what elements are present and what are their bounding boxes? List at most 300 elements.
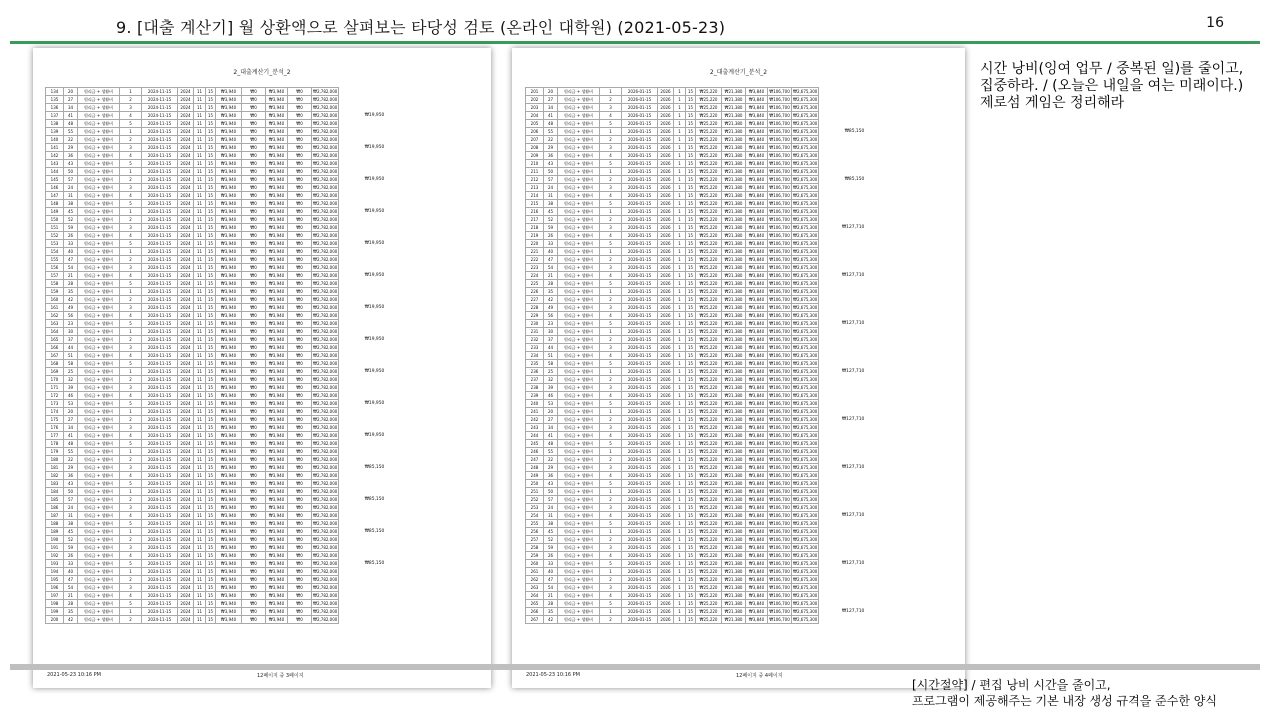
table-cell: 11 <box>194 352 206 360</box>
table-cell: 2 <box>120 416 142 424</box>
side-total <box>339 192 385 200</box>
table-cell: 46 <box>544 392 558 400</box>
table-cell: ₩2,782,000 <box>313 505 338 510</box>
table-row <box>46 360 429 368</box>
table-cell: 2026-01-15 <box>622 576 658 584</box>
table-cell: 2026 <box>658 520 674 528</box>
table-cell: 11 <box>194 248 206 256</box>
table-cell: 2026 <box>658 576 674 584</box>
table-cell: 15 <box>686 408 696 416</box>
table-row <box>46 384 429 392</box>
table-cell: ₩2,675,300 <box>793 201 818 206</box>
table-cell: 1 <box>674 312 686 320</box>
side-total: ₩127,710 <box>841 321 865 326</box>
table-cell: 2024-11-15 <box>142 152 178 160</box>
table-cell: ₩0 <box>288 344 312 352</box>
table-cell: 원리금 + 생활비 <box>558 504 600 512</box>
table-cell: 15 <box>686 112 696 120</box>
table-cell: 원리금 + 생활비 <box>558 264 600 272</box>
table-cell: 29 <box>544 464 558 472</box>
table-cell: 187 <box>46 512 64 520</box>
table-cell: ₩2,675,300 <box>793 137 818 142</box>
table-cell: 3 <box>120 104 142 112</box>
table-row <box>46 576 429 584</box>
table-cell: ₩3,940 <box>216 120 242 128</box>
table-cell: ₩0 <box>288 512 312 520</box>
table-cell: ₩2,782,000 <box>313 441 338 446</box>
side-total: ₩19,950 <box>364 145 385 150</box>
table-cell: 15 <box>206 136 216 144</box>
table-cell: 15 <box>206 296 216 304</box>
table-cell: 2026-01-15 <box>622 416 658 424</box>
table-cell: 5 <box>600 120 622 128</box>
table-cell: 241 <box>526 408 544 416</box>
side-total <box>339 576 385 584</box>
table-cell: 1 <box>674 216 686 224</box>
table-cell: ₩25,220 <box>696 488 722 496</box>
table-cell: 267 <box>526 616 544 624</box>
table-cell: 2026 <box>658 552 674 560</box>
table-cell: 239 <box>526 392 544 400</box>
table-cell: ₩25,220 <box>696 144 722 152</box>
table-cell: ₩2,675,300 <box>793 281 818 286</box>
table-cell: 1 <box>674 456 686 464</box>
table-cell: ₩106,700 <box>769 129 790 134</box>
table-cell: 2024-11-15 <box>142 272 178 280</box>
table-cell: 11 <box>194 440 206 448</box>
table-cell: 원리금 + 생활비 <box>558 256 600 264</box>
table-cell: 21 <box>544 272 558 280</box>
table-cell: ₩3,940 <box>266 504 288 512</box>
side-total: ₩19,950 <box>364 401 385 406</box>
table-cell: ₩2,782,000 <box>313 465 338 470</box>
table-cell: 142 <box>46 152 64 160</box>
table-cell: 2024-11-15 <box>142 448 178 456</box>
table-cell: ₩2,675,300 <box>793 537 818 542</box>
table-cell: ₩0 <box>242 256 266 264</box>
table-cell: ₩21,380 <box>722 360 746 368</box>
table-cell: ₩0 <box>288 480 312 488</box>
table-cell: 2024 <box>178 472 194 480</box>
table-cell: ₩0 <box>288 544 312 552</box>
table-cell: ₩106,700 <box>769 505 790 510</box>
table-cell: 1 <box>674 416 686 424</box>
table-cell: ₩21,380 <box>722 320 746 328</box>
table-cell: ₩3,940 <box>266 304 288 312</box>
side-total <box>339 136 385 144</box>
table-cell: 1 <box>674 592 686 600</box>
table-cell: 15 <box>686 424 696 432</box>
table-cell: ₩3,840 <box>746 320 768 328</box>
table-cell: ₩3,940 <box>216 480 242 488</box>
table-cell: ₩3,940 <box>266 280 288 288</box>
table-cell: ₩25,220 <box>696 464 722 472</box>
table-cell: 58 <box>544 360 558 368</box>
table-cell: ₩0 <box>242 128 266 136</box>
table-cell: 29 <box>544 144 558 152</box>
table-row <box>526 480 901 488</box>
table-cell: 1 <box>674 528 686 536</box>
table-cell: 원리금 + 생활비 <box>78 336 120 344</box>
table-cell: 2026-01-15 <box>622 472 658 480</box>
table-cell: ₩3,940 <box>216 504 242 512</box>
table-cell: ₩2,675,300 <box>793 241 818 246</box>
footer-page-count: 12페이지 중 4페이지 <box>736 673 783 679</box>
table-cell: 155 <box>46 256 64 264</box>
table-cell: ₩2,782,000 <box>313 177 338 182</box>
table-cell: ₩2,675,300 <box>793 105 818 110</box>
table-row <box>46 552 429 560</box>
table-cell: 15 <box>206 176 216 184</box>
table-cell: ₩2,675,300 <box>793 409 818 414</box>
table-cell: 51 <box>544 352 558 360</box>
table-cell: 2024-11-15 <box>142 160 178 168</box>
side-total <box>339 440 385 448</box>
table-cell: 2026-01-15 <box>622 600 658 608</box>
table-cell: 2026 <box>658 528 674 536</box>
table-cell: 2026-01-15 <box>622 528 658 536</box>
table-cell: 15 <box>686 608 696 616</box>
table-cell: 2026 <box>658 288 674 296</box>
table-cell: 2 <box>600 216 622 224</box>
table-cell: 211 <box>526 168 544 176</box>
table-cell: ₩3,840 <box>746 296 768 304</box>
table-cell: ₩2,675,300 <box>793 553 818 558</box>
table-cell: 2024 <box>178 584 194 592</box>
table-cell: ₩3,940 <box>216 208 242 216</box>
table-cell: 1 <box>674 320 686 328</box>
table-cell: 4 <box>600 312 622 320</box>
table-cell: 265 <box>526 600 544 608</box>
table-cell: 15 <box>206 360 216 368</box>
table-cell: ₩3,940 <box>266 320 288 328</box>
table-cell: ₩21,380 <box>722 504 746 512</box>
table-cell: 158 <box>46 280 64 288</box>
table-cell: 257 <box>526 536 544 544</box>
table-cell: 2026-01-15 <box>622 456 658 464</box>
table-cell: 2024 <box>178 184 194 192</box>
table-cell: 5 <box>600 520 622 528</box>
table-cell: ₩2,782,000 <box>313 521 338 526</box>
table-cell: 2026 <box>658 88 674 96</box>
table-cell: ₩3,840 <box>746 448 768 456</box>
table-cell: 2026-01-15 <box>622 272 658 280</box>
table-cell: ₩3,940 <box>216 608 242 616</box>
table-cell: 52 <box>544 536 558 544</box>
table-cell: ₩3,940 <box>266 256 288 264</box>
table-cell: ₩3,840 <box>746 400 768 408</box>
table-cell: 2024-11-15 <box>142 88 178 96</box>
table-cell: 4 <box>120 272 142 280</box>
table-cell: ₩0 <box>288 408 312 416</box>
table-cell: 원리금 + 생활비 <box>558 240 600 248</box>
table-cell: 2026 <box>658 472 674 480</box>
table-cell: 11 <box>194 192 206 200</box>
table-cell: ₩21,380 <box>722 336 746 344</box>
table-cell: 1 <box>674 176 686 184</box>
table-cell: 2026 <box>658 160 674 168</box>
table-cell: ₩3,840 <box>746 536 768 544</box>
table-cell: ₩3,840 <box>746 528 768 536</box>
table-row <box>526 160 901 168</box>
table-cell: 3 <box>120 264 142 272</box>
side-total <box>339 392 385 400</box>
table-cell: 15 <box>206 96 216 104</box>
table-row <box>526 112 901 120</box>
table-cell: 15 <box>206 216 216 224</box>
side-total <box>819 256 865 264</box>
table-cell: 2026-01-15 <box>622 448 658 456</box>
table-cell: ₩25,220 <box>696 208 722 216</box>
table-cell: 원리금 + 생활비 <box>558 288 600 296</box>
table-cell: 4 <box>120 232 142 240</box>
table-cell: 2026-01-15 <box>622 376 658 384</box>
side-total <box>339 472 385 480</box>
table-cell: 원리금 + 생활비 <box>558 320 600 328</box>
table-cell: 11 <box>194 536 206 544</box>
table-cell: 1 <box>674 568 686 576</box>
table-cell: 258 <box>526 544 544 552</box>
table-cell: ₩25,220 <box>696 96 722 104</box>
table-cell: 4 <box>600 112 622 120</box>
table-cell: 5 <box>120 480 142 488</box>
table-cell: 2026 <box>658 264 674 272</box>
table-cell: 2024-11-15 <box>142 200 178 208</box>
table-cell: ₩2,782,000 <box>313 89 338 94</box>
table-cell: 15 <box>206 560 216 568</box>
table-cell: 15 <box>686 320 696 328</box>
side-total <box>339 160 385 168</box>
table-cell: 5 <box>600 360 622 368</box>
table-row <box>46 312 429 320</box>
page-header: 2_대출계산기_분석_2 <box>233 69 291 76</box>
table-cell: 원리금 + 생활비 <box>78 192 120 200</box>
table-cell: ₩2,675,300 <box>793 473 818 478</box>
table-cell: ₩106,700 <box>769 537 790 542</box>
table-cell: ₩3,840 <box>746 552 768 560</box>
table-cell: 11 <box>194 600 206 608</box>
side-total <box>819 488 865 496</box>
table-cell: ₩106,700 <box>769 449 790 454</box>
table-cell: ₩2,675,300 <box>793 321 818 326</box>
table-cell: ₩3,940 <box>266 128 288 136</box>
table-cell: ₩21,380 <box>722 328 746 336</box>
table-cell: 2026 <box>658 368 674 376</box>
table-cell: 4 <box>120 472 142 480</box>
table-cell: ₩2,675,300 <box>793 177 818 182</box>
table-cell: ₩106,700 <box>769 193 790 198</box>
table-cell: 원리금 + 생활비 <box>78 584 120 592</box>
table-cell: 234 <box>526 352 544 360</box>
table-cell: 15 <box>206 496 216 504</box>
table-cell: ₩25,220 <box>696 336 722 344</box>
table-cell: ₩2,675,300 <box>793 249 818 254</box>
table-cell: 2026-01-15 <box>622 520 658 528</box>
table-cell: ₩3,940 <box>216 192 242 200</box>
table-cell: 11 <box>194 240 206 248</box>
table-cell: ₩3,840 <box>746 312 768 320</box>
table-cell: 230 <box>526 320 544 328</box>
table-cell: ₩25,220 <box>696 568 722 576</box>
table-cell: 원리금 + 생활비 <box>558 416 600 424</box>
table-row <box>526 88 901 96</box>
table-cell: ₩106,700 <box>769 465 790 470</box>
table-cell: ₩3,840 <box>746 168 768 176</box>
table-cell: 15 <box>686 224 696 232</box>
table-cell: 2024 <box>178 120 194 128</box>
table-cell: 원리금 + 생활비 <box>78 520 120 528</box>
table-cell: ₩0 <box>242 592 266 600</box>
table-cell: 15 <box>686 392 696 400</box>
table-cell: 235 <box>526 360 544 368</box>
table-cell: 1 <box>674 280 686 288</box>
table-cell: ₩2,675,300 <box>793 329 818 334</box>
table-cell: 2024-11-15 <box>142 224 178 232</box>
side-total: ₩127,710 <box>841 369 865 374</box>
table-cell: 242 <box>526 416 544 424</box>
table-cell: ₩3,840 <box>746 176 768 184</box>
table-cell: 5 <box>600 240 622 248</box>
table-cell: 1 <box>674 344 686 352</box>
table-cell: 2026-01-15 <box>622 464 658 472</box>
table-cell: 1 <box>674 536 686 544</box>
table-cell: 3 <box>600 224 622 232</box>
table-cell: 39 <box>64 384 78 392</box>
table-cell: ₩2,782,000 <box>313 385 338 390</box>
table-cell: ₩2,675,300 <box>793 265 818 270</box>
side-total: ₩127,710 <box>841 513 865 518</box>
table-cell: ₩3,940 <box>266 96 288 104</box>
table-cell: 207 <box>526 136 544 144</box>
table-cell: ₩25,220 <box>696 112 722 120</box>
table-cell: 15 <box>206 600 216 608</box>
table-cell: 2 <box>600 176 622 184</box>
table-cell: 2026-01-15 <box>622 168 658 176</box>
page-header: 2_대출계산기_분석_2 <box>709 69 768 76</box>
table-cell: ₩21,380 <box>722 440 746 448</box>
table-cell: ₩2,782,000 <box>313 233 338 238</box>
table-row <box>526 576 901 584</box>
table-cell: ₩0 <box>242 560 266 568</box>
table-row <box>46 520 429 528</box>
table-cell: ₩2,675,300 <box>793 385 818 390</box>
table-cell: ₩0 <box>242 584 266 592</box>
table-cell: ₩0 <box>242 112 266 120</box>
table-row <box>46 104 429 112</box>
table-cell: 2024 <box>178 384 194 392</box>
table-cell: 11 <box>194 432 206 440</box>
table-cell: 177 <box>46 432 64 440</box>
table-cell: 원리금 + 생활비 <box>558 136 600 144</box>
table-cell: ₩0 <box>242 120 266 128</box>
table-cell: ₩3,940 <box>266 112 288 120</box>
gray-divider <box>10 664 1260 670</box>
table-cell: 원리금 + 생활비 <box>78 512 120 520</box>
table-cell: 48 <box>544 440 558 448</box>
table-cell: 2024-11-15 <box>142 416 178 424</box>
table-cell: ₩106,700 <box>769 409 790 414</box>
table-row <box>526 128 901 136</box>
table-cell: 원리금 + 생활비 <box>558 592 600 600</box>
table-cell: ₩2,782,000 <box>313 425 338 430</box>
table-cell: 4 <box>600 352 622 360</box>
table-cell: 2026-01-15 <box>622 344 658 352</box>
table-cell: 2024-11-15 <box>142 552 178 560</box>
table-cell: ₩3,940 <box>266 376 288 384</box>
table-cell: 246 <box>526 448 544 456</box>
table-cell: 원리금 + 생활비 <box>558 184 600 192</box>
table-cell: ₩0 <box>288 432 312 440</box>
table-row <box>526 136 901 144</box>
table-cell: ₩21,380 <box>722 376 746 384</box>
table-cell: ₩21,380 <box>722 552 746 560</box>
table-row <box>526 152 901 160</box>
table-cell: ₩0 <box>242 408 266 416</box>
table-cell: 2024-11-15 <box>142 344 178 352</box>
table-cell: 149 <box>46 208 64 216</box>
table-cell: ₩2,782,000 <box>313 225 338 230</box>
table-cell: 원리금 + 생활비 <box>78 496 120 504</box>
table-row <box>526 192 901 200</box>
table-cell: 5 <box>600 400 622 408</box>
table-row <box>526 144 901 152</box>
table-cell: 35 <box>64 288 78 296</box>
table-cell: ₩25,220 <box>696 320 722 328</box>
table-cell: 15 <box>686 504 696 512</box>
table-cell: 215 <box>526 200 544 208</box>
table-cell: 3 <box>120 584 142 592</box>
table-cell: ₩3,940 <box>266 480 288 488</box>
table-cell: ₩2,782,000 <box>313 113 338 118</box>
table-cell: ₩0 <box>288 312 312 320</box>
table-cell: ₩3,940 <box>216 496 242 504</box>
table-cell: 원리금 + 생활비 <box>558 96 600 104</box>
table-cell: 15 <box>686 440 696 448</box>
table-cell: ₩25,220 <box>696 440 722 448</box>
table-cell: ₩3,940 <box>266 392 288 400</box>
table-cell: ₩3,840 <box>746 496 768 504</box>
table-cell: ₩3,840 <box>746 104 768 112</box>
table-cell: ₩0 <box>242 328 266 336</box>
table-cell: 원리금 + 생활비 <box>558 464 600 472</box>
table-cell: ₩3,940 <box>216 584 242 592</box>
table-cell: 3 <box>120 464 142 472</box>
table-cell: 2024-11-15 <box>142 176 178 184</box>
table-row <box>526 280 901 288</box>
table-cell: 11 <box>194 416 206 424</box>
table-cell: 1 <box>120 568 142 576</box>
table-cell: ₩0 <box>288 568 312 576</box>
table-cell: ₩0 <box>242 600 266 608</box>
table-cell: ₩2,675,300 <box>793 193 818 198</box>
table-cell: 원리금 + 생활비 <box>558 304 600 312</box>
table-cell: 201 <box>526 88 544 96</box>
table-cell: 1 <box>674 440 686 448</box>
table-cell: 3 <box>120 144 142 152</box>
table-cell: ₩0 <box>242 384 266 392</box>
table-cell: ₩2,782,000 <box>313 449 338 454</box>
table-cell: ₩106,700 <box>769 401 790 406</box>
table-cell: 2 <box>120 536 142 544</box>
table-cell: ₩0 <box>242 288 266 296</box>
table-cell: ₩2,675,300 <box>793 345 818 350</box>
table-cell: ₩0 <box>242 152 266 160</box>
table-cell: ₩106,700 <box>769 217 790 222</box>
side-total <box>819 168 865 176</box>
table-cell: 15 <box>206 544 216 552</box>
table-row <box>46 120 429 128</box>
table-cell: 2024-11-15 <box>142 112 178 120</box>
